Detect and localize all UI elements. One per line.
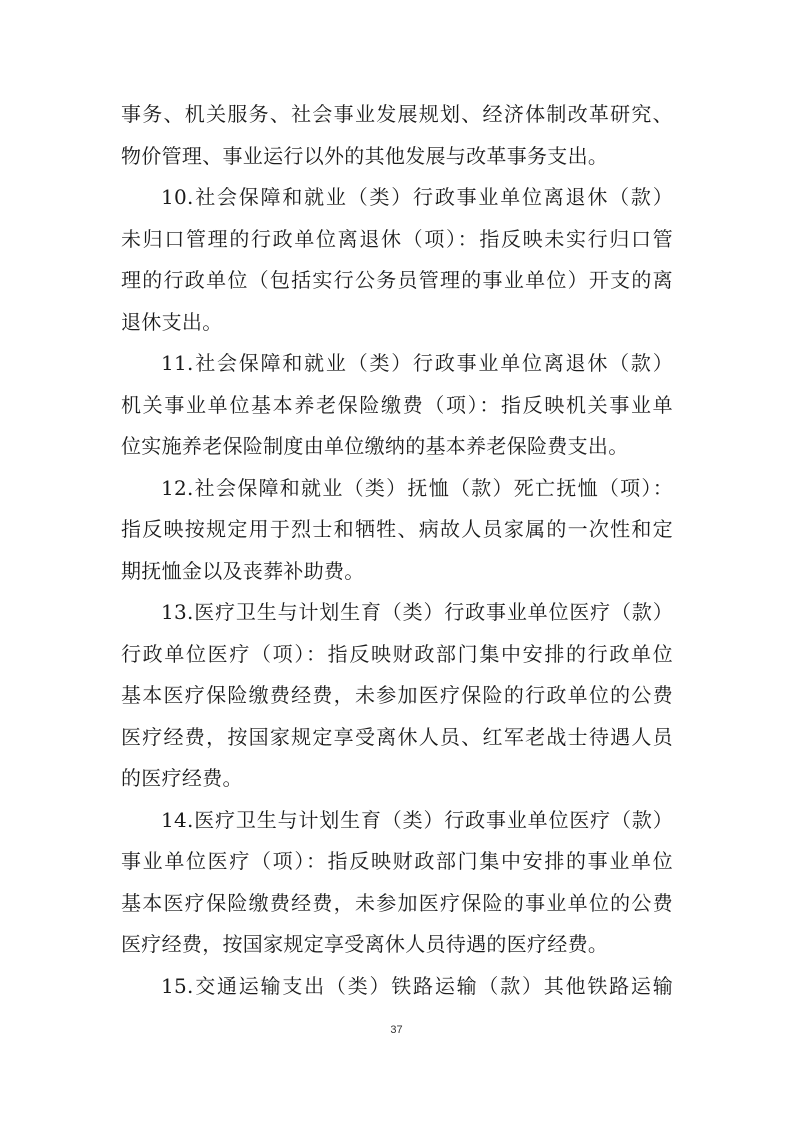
text-line: 基本医疗保险缴费经费，未参加医疗保险的事业单位的公费 — [121, 890, 673, 915]
body-text — [121, 94, 673, 1007]
text-line: 11.社会保障和就业（类）行政事业单位离退休（款） — [161, 351, 673, 375]
text-line: 行政单位医疗（项）：指反映财政部门集中安排的行政单位 — [121, 641, 673, 666]
text-line: 事务、机关服务、社会事业发展规划、经济体制改革研究、 — [121, 102, 673, 126]
text-line: 10.社会保障和就业（类）行政事业单位离退休（款） — [161, 185, 673, 209]
page-number: 37 — [390, 1024, 403, 1036]
text-line: 13.医疗卫生与计划生育（类）行政事业单位医疗（款） — [161, 600, 673, 624]
text-line: 14.医疗卫生与计划生育（类）行政事业单位医疗（款） — [161, 807, 673, 832]
text-line: 未归口管理的行政单位离退休（项）：指反映未实行归口管 — [121, 226, 673, 251]
text-line: 理的行政单位（包括实行公务员管理的事业单位）开支的离 — [121, 268, 673, 292]
text-line: 机关事业单位基本养老保险缴费（项）：指反映机关事业单 — [121, 392, 673, 417]
text-line: 事业单位医疗（项）：指反映财政部门集中安排的事业单位 — [121, 849, 673, 873]
text-line: 基本医疗保险缴费经费，未参加医疗保险的行政单位的公费 — [121, 683, 673, 707]
text-line: 物价管理、事业运行以外的其他发展与改革事务支出。 — [121, 143, 609, 168]
text-line: 医疗经费，按国家规定享受离休人员、红军老战士待遇人员 — [121, 724, 673, 749]
text-line: 指反映按规定用于烈士和牺牲、病故人员家属的一次性和定 — [121, 517, 673, 541]
text-line: 的医疗经费。 — [121, 766, 243, 790]
text-line: 期抚恤金以及丧葬补助费。 — [121, 558, 365, 583]
text-line: 位实施养老保险制度由单位缴纳的基本养老保险费支出。 — [121, 434, 629, 458]
text-line: 12.社会保障和就业（类）抚恤（款）死亡抚恤（项）： — [161, 475, 673, 500]
text-line: 15.交通运输支出（类）铁路运输（款）其他铁路运输 — [161, 973, 673, 998]
text-line: 医疗经费，按国家规定享受离休人员待遇的医疗经费。 — [121, 932, 609, 956]
text-line: 退休支出。 — [121, 309, 223, 334]
